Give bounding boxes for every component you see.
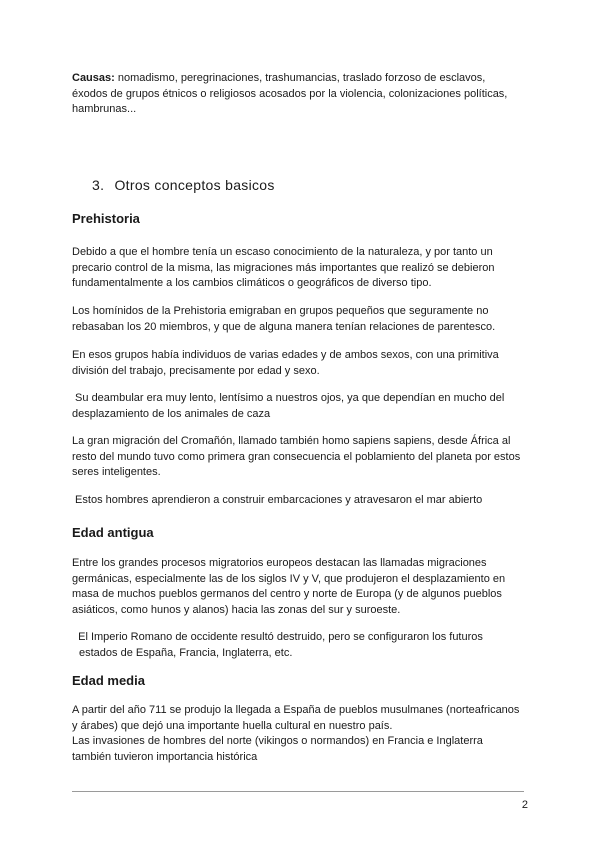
paragraph	[72, 304, 527, 335]
paragraph	[72, 434, 527, 481]
heading-edad-antigua: Edad antigua	[72, 525, 154, 540]
paragraph-line: y árabes) que dejó una importante huella cultural en nuestro país.	[72, 719, 393, 732]
page-number: 2	[521, 799, 528, 811]
section-heading	[92, 177, 275, 193]
paragraph-line: fundamentalmente a los cambios climáticos o geográficos de diverso tipo.	[72, 277, 432, 289]
causas-text-line: nomadismo, peregrinaciones, trashumancias, traslado forzoso de esclavos,	[114, 72, 486, 84]
paragraph-line: rebasaban los 20 miembros, y que de alguna manera tenían relaciones de parentesco.	[72, 320, 496, 333]
paragraph-line: A partir del año 711 se produjo la llegada a España de pueblos musulmanes (norteafricanos	[72, 704, 520, 716]
paragraph-line: precario control de la misma, las migraciones más importantes que realizó se debieron	[72, 261, 495, 274]
paragraph-line: seres inteligentes.	[72, 466, 161, 478]
paragraph	[72, 630, 527, 661]
paragraph-line: desplazamiento de los animales de caza	[72, 407, 271, 420]
paragraph	[72, 391, 527, 422]
causas-text-line: éxodos de grupos étnicos o religiosos acosados por la violencia, colonizaciones políticas,	[72, 87, 508, 100]
paragraph-line: masa de muchos pueblos germanos del centro y norte de Europa (y de algunos pueblos	[72, 588, 502, 600]
heading-prehistoria: Prehistoria	[72, 211, 140, 226]
paragraph-line: Su deambular era muy lento, lentísimo a nuestros ojos, ya que dependían en mucho del	[72, 392, 505, 404]
paragraph-line: resto del mundo tuvo como primera gran consecuencia el poblamiento del planeta por estos	[72, 450, 521, 463]
heading-edad-media: Edad media	[72, 673, 145, 688]
causas-paragraph	[72, 71, 527, 118]
paragraph	[72, 703, 527, 765]
paragraph-line: La gran migración del Cromañón, llamado también homo sapiens sapiens, desde África al	[72, 435, 511, 447]
section-title: Otros conceptos basicos	[114, 177, 275, 193]
paragraph	[72, 245, 527, 292]
paragraph-line: En esos grupos había individuos de varias edades y de ambos sexos, con una primitiva	[72, 349, 499, 361]
paragraph-line: Debido a que el hombre tenía un escaso conocimiento de la naturaleza, y por tanto un	[72, 246, 493, 258]
paragraph-line: El Imperio Romano de occidente resultó destruido, pero se configuraron los futuros	[72, 631, 483, 643]
paragraph	[72, 493, 527, 509]
paragraph-line: asiáticos, como hunos y alanos) hacia las zonas del sur y suroeste.	[72, 603, 401, 616]
paragraph-line: Estos hombres aprendieron a construir embarcaciones y atravesaron el mar abierto	[72, 494, 483, 506]
paragraph-line: división del trabajo, precisamente por edad y sexo.	[72, 364, 320, 377]
paragraph-line: Los homínidos de la Prehistoria emigraban en grupos pequeños que seguramente no	[72, 305, 489, 317]
section-number: 3.	[92, 177, 105, 193]
footer-divider	[72, 791, 524, 792]
paragraph-line: estados de España, Francia, Inglaterra, etc.	[79, 646, 293, 659]
causas-label: Causas:	[72, 72, 115, 84]
paragraph	[72, 348, 527, 379]
paragraph-line: Las invasiones de hombres del norte (vikingos o normandos) en Francia e Inglaterra	[72, 735, 483, 747]
paragraph-line: Entre los grandes procesos migratorios europeos destacan las llamadas migraciones	[72, 557, 487, 569]
paragraph-line: también tuvieron importancia histórica	[72, 750, 258, 763]
paragraph	[72, 556, 527, 618]
causas-text-line: hambrunas...	[72, 103, 137, 115]
paragraph-line: germánicas, especialmente las de los siglos IV y V, que produjeron el desplazamiento en	[72, 572, 506, 585]
